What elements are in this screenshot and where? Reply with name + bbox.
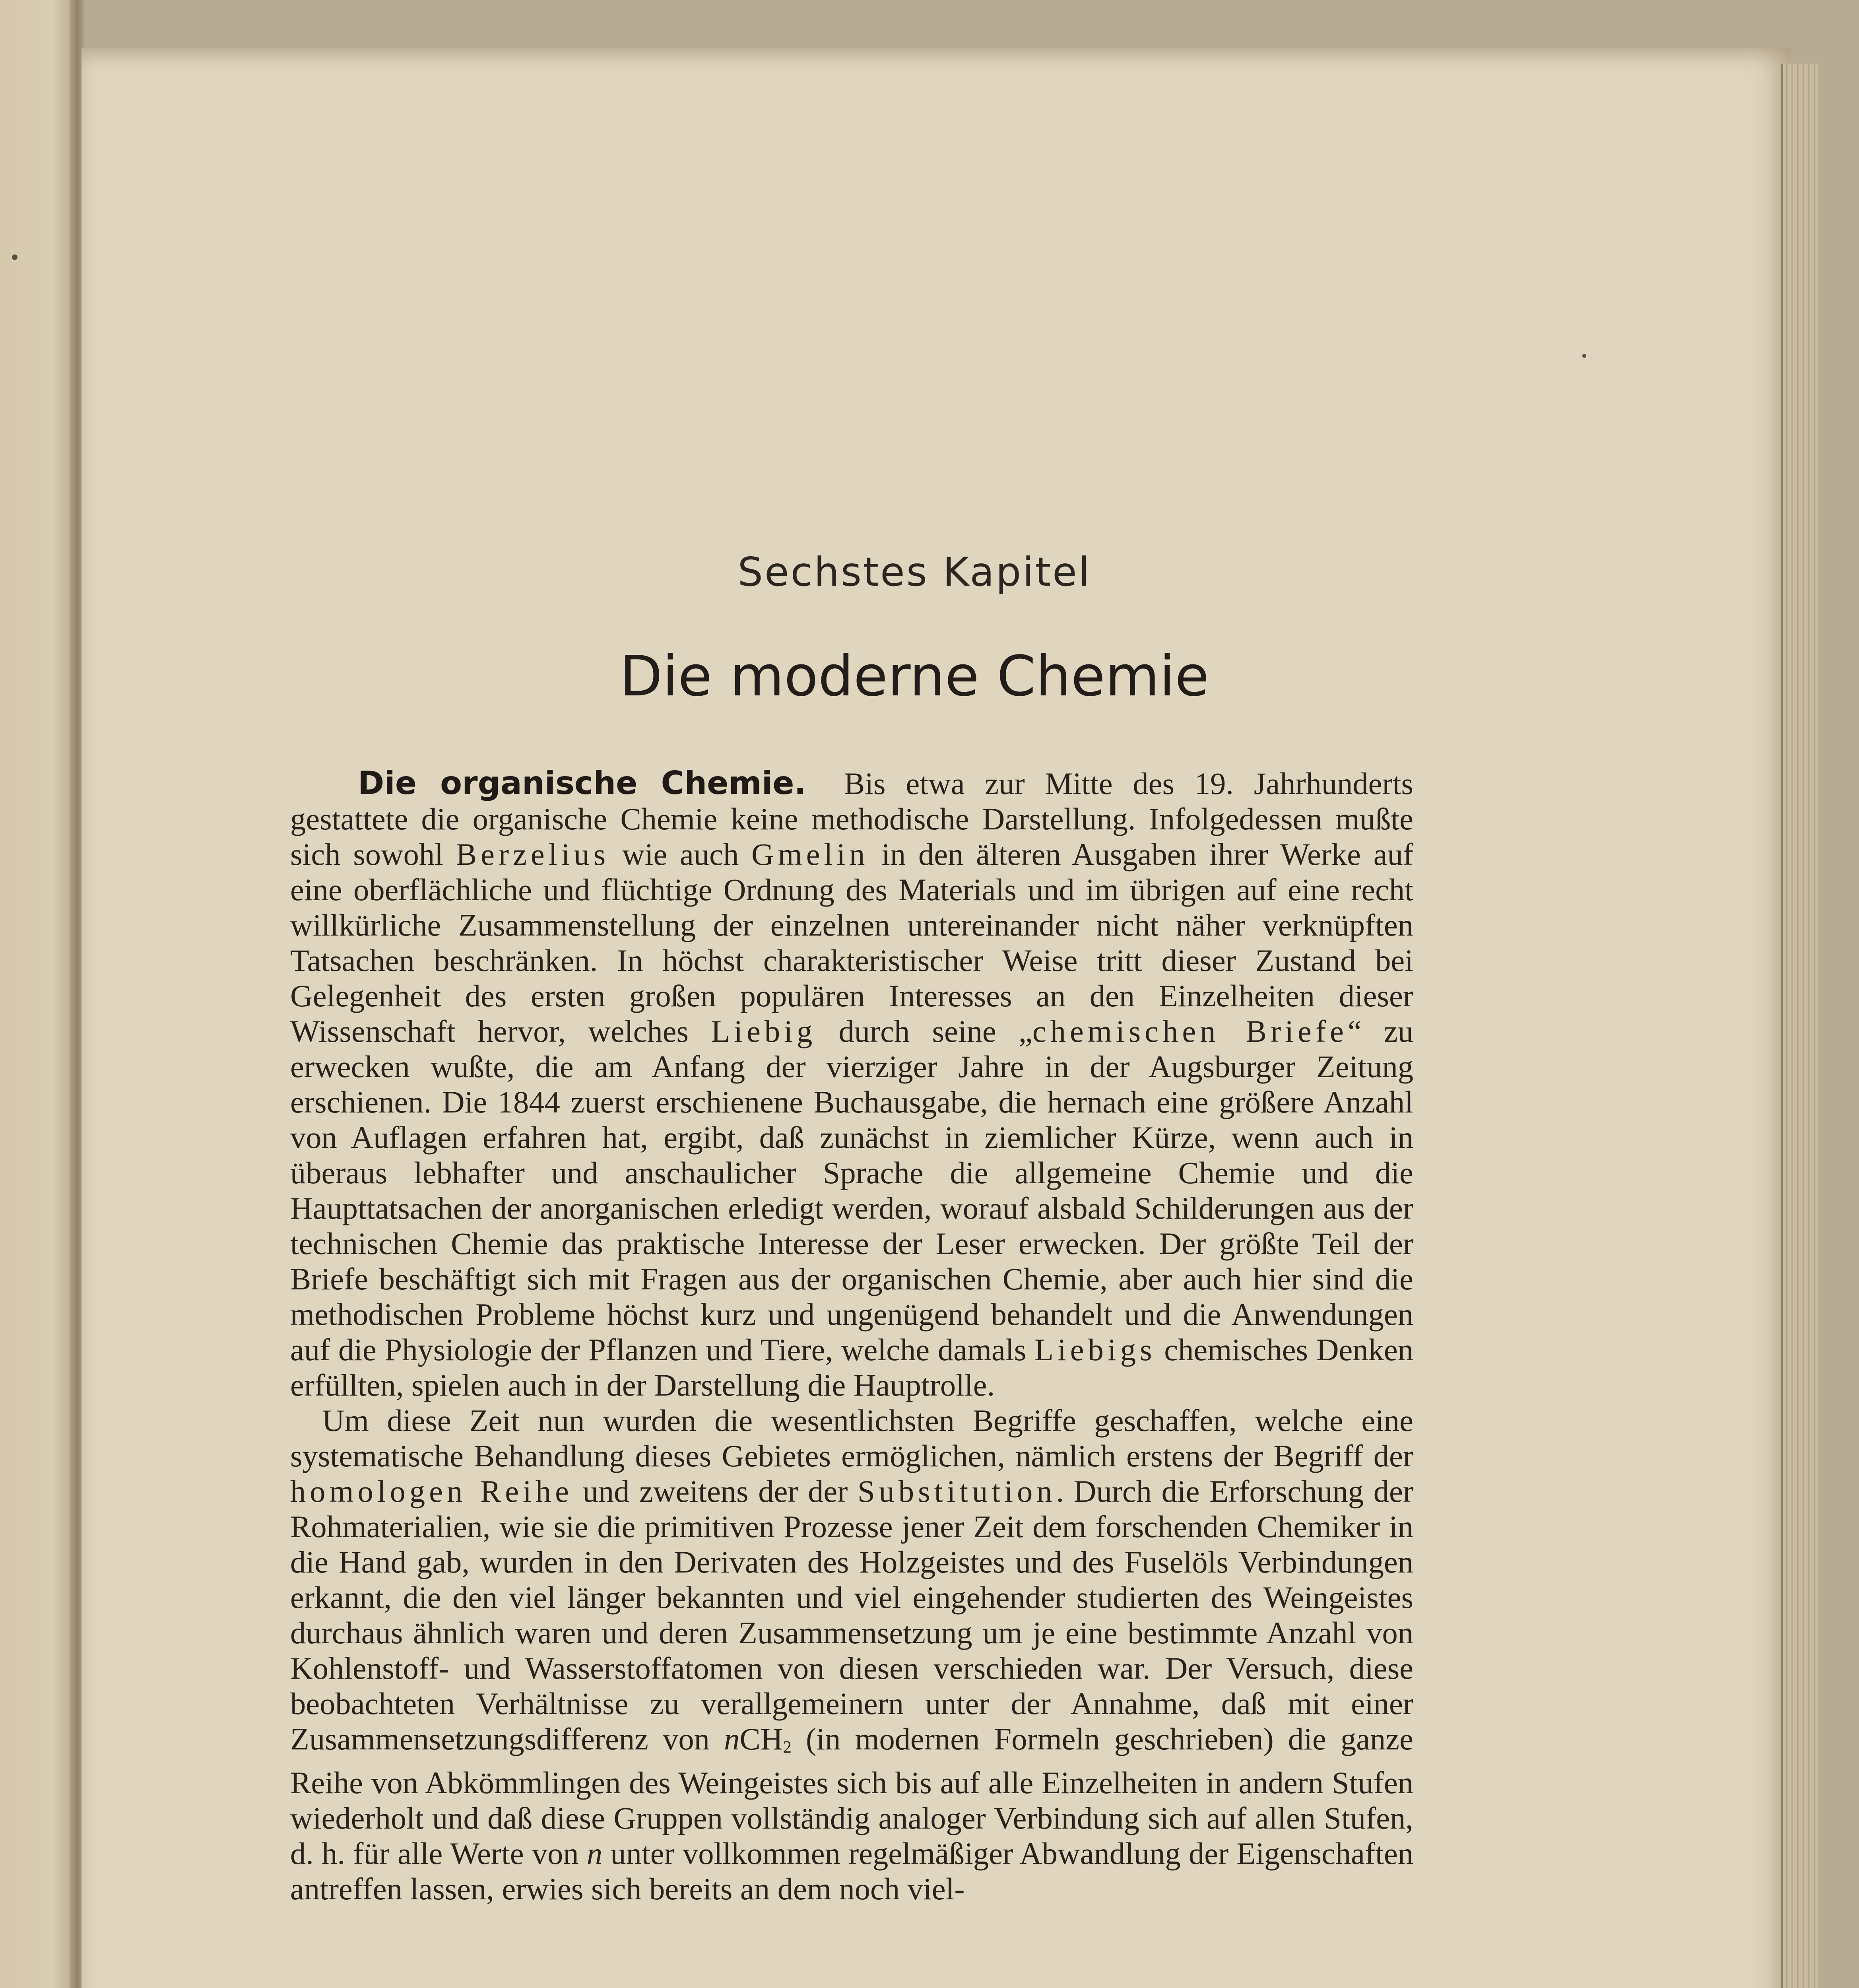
paragraph-1 bbox=[290, 765, 1413, 1403]
text-run: Um diese Zeit nun wurden die wesentlichsten Begriffe geschaffen, welche eine systematische Behandlung dieses Gebietes ermöglichen, nämlich erstens der Begriff der bbox=[290, 1403, 1413, 1473]
paragraph-2 bbox=[290, 1403, 1413, 1906]
formula: CH bbox=[739, 1722, 783, 1756]
paper-speck bbox=[1582, 354, 1586, 358]
variable: n bbox=[586, 1836, 603, 1871]
text-run: und zweitens der der bbox=[572, 1474, 858, 1508]
text-run: . Durch die Erforschung der Rohmaterialien, wie sie die primitiven Prozesse jener Zeit dem forschenden Chemiker in die Hand gab, wurden in den Derivaten des Holzgeistes und des Fuselöls Verbindungen erkannt, die den viel länger bekannten und viel eingehender studierten des Weingeistes durchaus ähnlich waren und deren Zusammensetzung um je eine bestimmte Anzahl von Kohlenstoff- und Wasserstoffatomen von diesen verschieden war. Der Versuch, diese beobachteten Verhältnisse zu verallgemeinern unter der Annahme, daß mit einer Zusammensetzungsdifferenz von bbox=[290, 1474, 1413, 1756]
text-run: “ zu erwecken wußte, die am Anfang der vierziger Jahre in der Augsburger Zeitung erschienen. Die 1844 zuerst erschienene Buchausgabe, die hernach eine größere Anzahl von Auflagen erfahren hat, ergibt, daß zunächst in ziemlicher Kürze, wenn auch in überaus lebhafter und anschaulicher Sprache die allgemeine Chemie und die Haupttatsachen der anorganischen erledigt werden, worauf alsbald Schilderungen aus der technischen Chemie das praktische Interesse der Leser erwecken. Der größte Teil der Briefe beschäftigt sich mit Fragen aus der organischen Chemie, aber auch hier sind die methodischen Probleme höchst kurz und ungenügend behandelt und die Anwendungen auf die Physiologie der Pflanzen und Tiere, welche damals bbox=[290, 1014, 1413, 1367]
term: homologen Reihe bbox=[290, 1474, 573, 1508]
person-name: Liebig bbox=[711, 1014, 817, 1048]
left-facing-page bbox=[0, 0, 76, 1988]
person-name: Berzelius bbox=[456, 837, 610, 872]
section-heading: Die organische Chemie. bbox=[358, 765, 806, 802]
text-run: (in modernen Formeln geschrieben) die ganze Reihe von Abkömmlingen des Weingeistes sich bis auf alle Einzelheiten in andern Stufen wiederholt und daß diese Gruppen vollständig analoger Verbindung sich auf allen Stufen, d. h. für alle Werte von bbox=[290, 1722, 1413, 1871]
text-run: chemisches Denken erfüllten, spielen auch in der Darstellung die Hauptrolle. bbox=[290, 1332, 1413, 1402]
variable: n bbox=[724, 1722, 740, 1756]
page-edges bbox=[1781, 64, 1818, 1988]
person-name: Liebigs bbox=[1034, 1332, 1156, 1367]
work-title: chemischen Briefe bbox=[1032, 1014, 1348, 1048]
text-run: Bis etwa zur Mitte des 19. Jahrhunderts gestattete die organische Chemie keine methodische Darstellung. Infolgedessen mußte sich sowohl bbox=[290, 766, 1413, 872]
person-name: Gmelin bbox=[751, 837, 869, 872]
text-run: in den älteren Ausgaben ihrer Werke auf eine oberflächliche und flüchtige Ordnung des Materials und im übrigen auf eine recht willkürliche Zusammenstellung der einzelnen untereinander nicht näher verknüpften Tatsachen beschränken. In höchst charakteristischer Weise tritt dieser Zustand bei Gelegenheit des ersten großen populären Interesses an den Einzelheiten dieser Wissenschaft hervor, welches bbox=[290, 837, 1413, 1048]
text-run: unter vollkommen regelmäßiger Abwandlung der Eigenschaften antreffen lassen, erwies sich bereits an dem noch viel- bbox=[290, 1836, 1413, 1906]
term: Substitution bbox=[857, 1474, 1056, 1508]
formula-subscript: 2 bbox=[783, 1738, 792, 1757]
chapter-title: Die moderne Chemie bbox=[619, 644, 1209, 709]
text-run: wie auch bbox=[609, 837, 751, 872]
body-text bbox=[290, 765, 1413, 1906]
chapter-label: Sechstes Kapitel bbox=[737, 549, 1091, 595]
paper-speck bbox=[12, 254, 17, 260]
text-run: durch seine „ bbox=[816, 1014, 1032, 1048]
